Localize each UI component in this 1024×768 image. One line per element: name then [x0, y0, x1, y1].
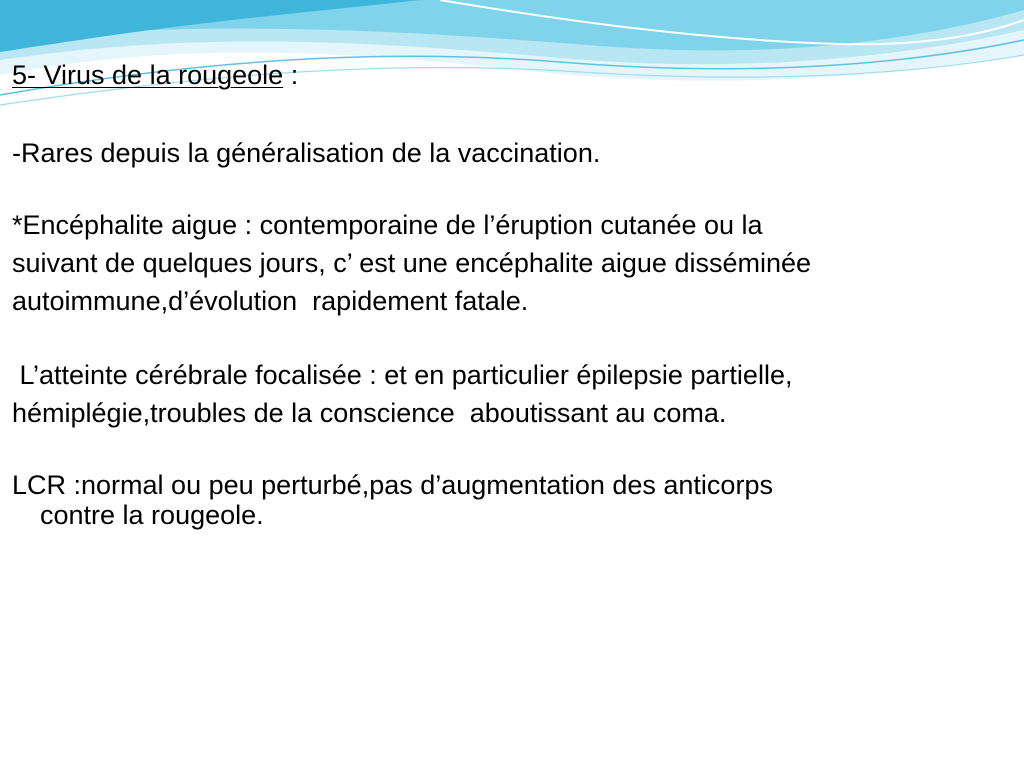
slide-title [12, 56, 1002, 94]
slide-body [12, 56, 1002, 530]
paragraph-lcr-line-2: contre la rougeole. [40, 500, 264, 530]
paragraph-atteinte-line-2: hémiplégie,troubles de la conscience aboutissant au coma. [12, 398, 727, 428]
spacer [12, 94, 1002, 134]
paragraph-lcr-line-1: LCR :normal ou peu perturbé,pas d’augmentation des anticorps [12, 470, 773, 500]
paragraph-atteinte-line-1: L’atteinte cérébrale focalisée : et en particulier épilepsie partielle, [12, 360, 793, 390]
spacer [12, 172, 1002, 206]
spacer [12, 432, 1002, 470]
slide-title-suffix: : [283, 60, 299, 90]
spacer [12, 320, 1002, 356]
paragraph-rares: -Rares depuis la généralisation de la vaccination. [12, 138, 601, 168]
paragraph-encephalite-line-1: *Encéphalite aigue : contemporaine de l’éruption cutanée ou la [12, 210, 763, 240]
paragraph-encephalite-line-3: autoimmune,d’évolution rapidement fatale. [12, 286, 529, 316]
paragraph-encephalite-line-2: suivant de quelques jours, c’ est une encéphalite aigue disséminée [12, 248, 812, 278]
slide-title-underlined: 5- Virus de la rougeole [12, 60, 284, 90]
